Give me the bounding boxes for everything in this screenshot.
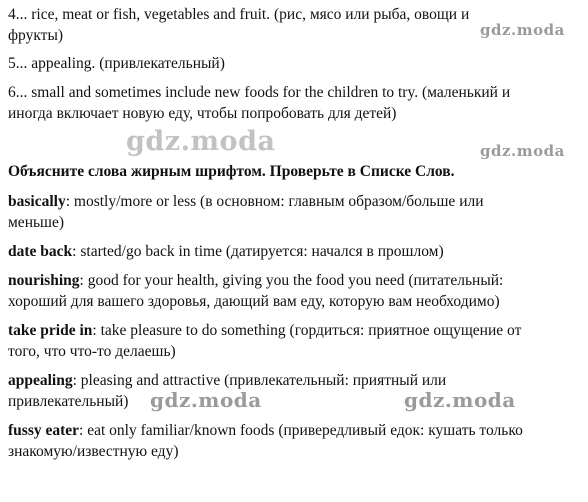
- definition-fussy-eater-line-2: знакомую/известную еду): [8, 443, 179, 460]
- definition-text: : pleasing and attractive (привлекательный: приятный или: [72, 372, 447, 389]
- term-date-back: date back: [8, 243, 73, 260]
- definition-nourishing-line-1: [8, 270, 503, 291]
- item-4-line-2: фрукты): [8, 27, 64, 44]
- definition-appealing-line-2: привлекательный): [8, 393, 129, 410]
- watermark: gdz.moda: [126, 126, 276, 157]
- definition-fussy-eater-line-1: [8, 420, 523, 441]
- item-6-line-1: 6... small and sometimes include new foods for the children to try. (маленький и: [8, 84, 511, 101]
- watermark: gdz.moda: [150, 388, 262, 412]
- definition-text: : mostly/more or less (в основном: главным образом/больше или: [65, 193, 484, 210]
- watermark: gdz.moda: [480, 21, 565, 39]
- item-5-line-1: 5... appealing. (привлекательный): [8, 55, 225, 72]
- term-fussy-eater: fussy eater: [8, 422, 80, 439]
- definition-text: : take pleasure to do something (гордиться: приятное ощущение от: [92, 322, 522, 339]
- definition-nourishing-line-2: хороший для вашего здоровья, дающий вам еду, которую вам необходимо): [8, 293, 500, 310]
- definition-basically-line-1: [8, 191, 484, 212]
- watermark: gdz.moda: [480, 142, 565, 160]
- watermark: gdz.moda: [404, 388, 516, 412]
- term-appealing: appealing: [8, 372, 73, 389]
- term-nourishing: nourishing: [8, 272, 80, 289]
- definition-text: : eat only familiar/known foods (привередливый едок: кушать только: [79, 422, 523, 439]
- item-4-line-1: 4... rice, meat or fish, vegetables and fruit. (рис, мясо или рыба, овощи и: [8, 6, 470, 23]
- item-6-line-2: иногда включает новую еду, чтобы попробовать для детей): [8, 105, 397, 122]
- exercise-heading: Объясните слова жирным шрифтом. Проверьте в Списке Слов.: [8, 163, 455, 180]
- definition-take-pride-in-line-2: того, что что-то делаешь): [8, 343, 176, 360]
- definition-text: : good for your health, giving you the food you need (питательный:: [79, 272, 504, 289]
- definition-date-back-line-1: [8, 241, 444, 262]
- definition-take-pride-in-line-1: [8, 320, 521, 341]
- definition-basically-line-2: меньше): [8, 214, 65, 231]
- definition-text: : started/go back in time (датируется: начался в прошлом): [72, 243, 444, 260]
- term-take-pride-in: take pride in: [8, 322, 93, 339]
- term-basically: basically: [8, 193, 66, 210]
